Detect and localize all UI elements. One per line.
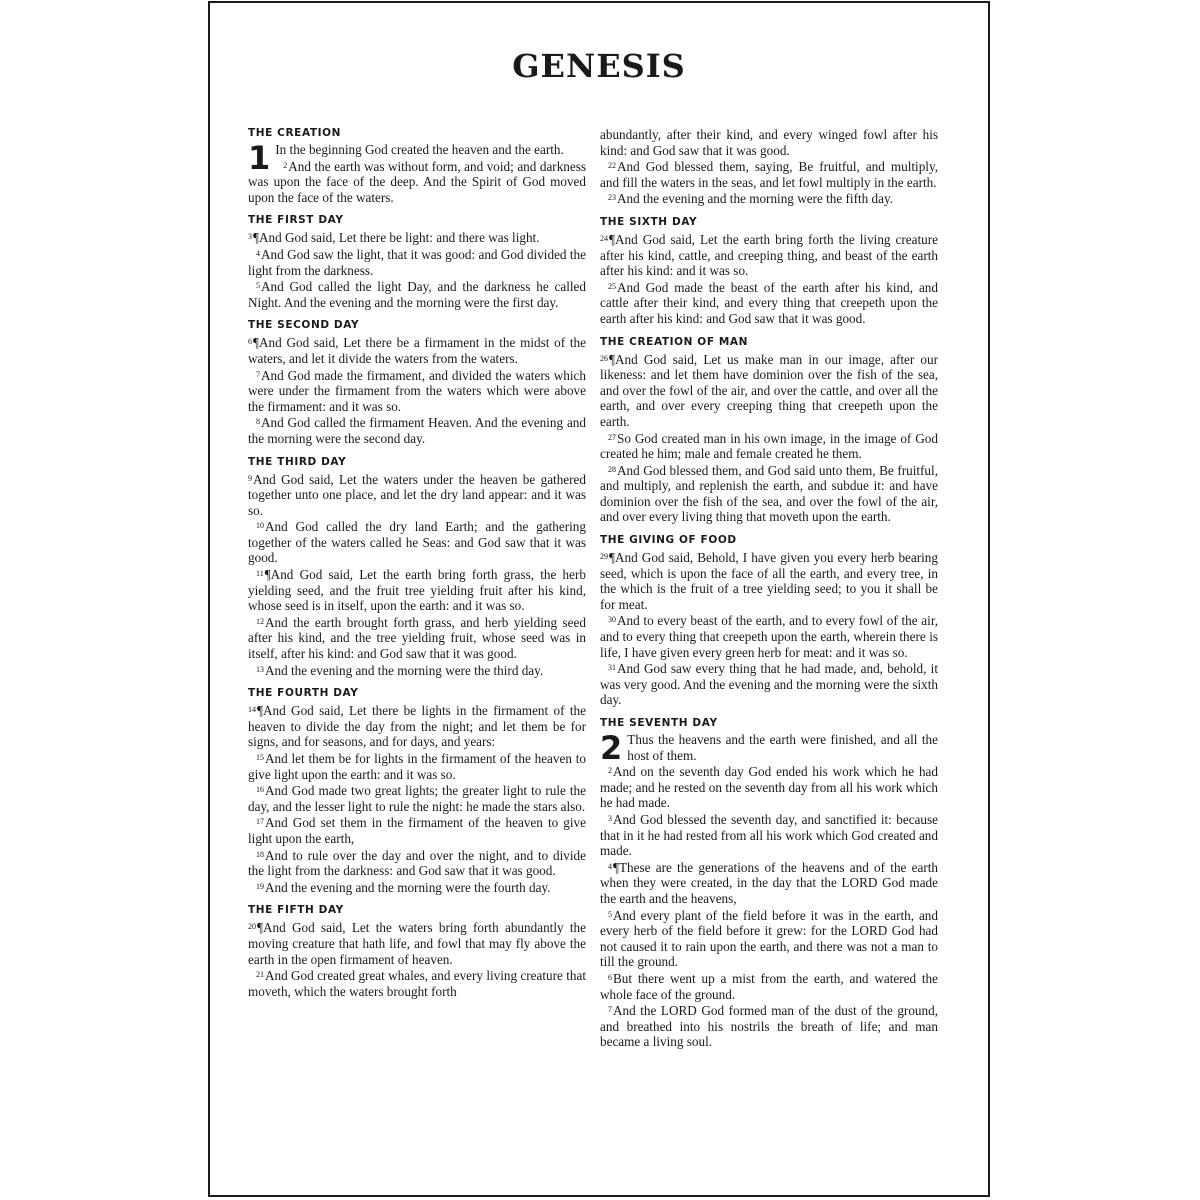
verse	[600, 763, 938, 811]
verse	[600, 612, 938, 660]
verse-number: 25	[608, 281, 616, 291]
verse-number: 23	[608, 193, 616, 203]
verse	[248, 229, 586, 246]
verse-number: 27	[608, 432, 616, 442]
bible-page	[208, 1, 990, 1197]
verse-text: And God saw the light, that it was good: and God divided the light from the darkness.	[248, 246, 586, 278]
verse-text: And God called the firmament Heaven. And the evening and the morning were the second day.	[248, 415, 586, 446]
verse-number: 24	[600, 233, 608, 243]
verse-number: 16	[256, 785, 264, 795]
verse-text: ¶And God said, Let the earth bring forth the living creature after his kind, cattle, and creeping thing, and beast of the earth after his kind: and it was so.	[600, 231, 938, 279]
verse	[600, 158, 938, 190]
verse-text: And God called the dry land Earth; and the gathering together of the waters called he Seas: and God saw that it was good.	[248, 519, 586, 566]
verse-number: 31	[608, 663, 616, 673]
verse-text: And the LORD God formed man of the dust of the ground, and breathed into his nostrils the breath of life; and man became a living soul.	[600, 1003, 938, 1050]
verse-number: 18	[256, 849, 264, 859]
verse	[600, 279, 938, 327]
verse-text: And the evening and the morning were the fourth day.	[265, 879, 551, 895]
verse-number: 22	[608, 161, 616, 171]
verse-text: And God blessed the seventh day, and sanctified it: because that in it he had rested from all his work which God created and made.	[600, 811, 938, 859]
verse-number: 20	[248, 922, 256, 932]
verse	[248, 879, 586, 896]
section-heading: THE SIXTH DAY	[600, 215, 698, 228]
verse	[600, 1002, 938, 1050]
section-heading: THE SEVENTH DAY	[600, 717, 718, 729]
verse-text: ¶These are the generations of the heavens and of the earth when they were created, in the day that the LORD God made the earth and the heavens,	[600, 859, 938, 906]
verse-number: 2	[608, 766, 612, 776]
section-heading: THE FIRST DAY	[248, 214, 344, 227]
verse-number: 5	[608, 909, 612, 919]
verse-text: And God set them in the firmament of the heaven to give light upon the earth,	[248, 815, 586, 846]
verse	[248, 919, 586, 967]
verse-text: Thus the heavens and the earth were finished, and all the host of them.	[627, 732, 938, 763]
verse	[248, 518, 586, 566]
verse-text: ¶And God said, Behold, I have given you every herb bearing seed, which is upon the face of all the earth, and every tree, in the which is the fruit of a tree yielding seed; to you it shall be for meat.	[600, 550, 938, 612]
verse	[248, 782, 586, 814]
verse	[248, 566, 586, 614]
section-heading: THE CREATION OF MAN	[600, 335, 749, 348]
verse	[600, 462, 938, 525]
verse	[248, 367, 586, 415]
verse-text: And the earth was without form, and void; and darkness was upon the face of the deep. And the Spirit of God moved upon the face of the waters.	[248, 158, 586, 205]
verse-number: 2	[283, 160, 288, 170]
verse-number: 15	[256, 753, 264, 762]
verse	[248, 702, 586, 750]
section-heading: THE FOURTH DAY	[248, 687, 359, 700]
verse-number: 7	[256, 369, 260, 379]
verse-text: And God saw every thing that he had made, and, behold, it was very good. And the evening and the morning were the sixth day.	[600, 661, 938, 708]
verse-number: 5	[256, 281, 260, 291]
verse-text: ¶And God said, Let there be a firmament in the midst of the waters, and let it divide the waters from the waters.	[248, 335, 586, 366]
left-text-column	[248, 127, 586, 999]
verse-text: ¶And God said, Let the earth bring forth grass, the herb yielding seed, and the fruit tree yielding fruit after his kind, whose seed is in itself, upon the earth: and it was so.	[248, 567, 586, 614]
verse-text: And every plant of the field before it was in the earth, and every herb of the field before it grew: for the LORD God had not caused it to rain upon the earth, and there was not a man to till the ground.	[600, 907, 938, 970]
section-heading: THE GIVING OF FOOD	[600, 534, 737, 547]
verse-number: 10	[256, 521, 264, 531]
verse-number: 29	[600, 552, 608, 562]
verse	[248, 278, 586, 310]
section-heading: THE CREATION	[248, 127, 342, 139]
verse-text: In the beginning God created the heaven and the earth.	[275, 142, 564, 157]
verse	[600, 907, 938, 970]
verse	[248, 614, 586, 662]
verse-number: 26	[600, 353, 608, 363]
verse	[248, 471, 586, 519]
verse-text: ¶And God said, Let us make man in our image, after our likeness: and let them have dominion over the fish of the sea, and over the fowl of the air, and over the cattle, and over all the earth, and over every creeping thing that creepeth upon the earth.	[600, 351, 938, 429]
verse-text: And God made two great lights; the greater light to rule the day, and the lesser light to rule the night: he made the stars also.	[248, 783, 586, 814]
verse-text: And to every beast of the earth, and to every fowl of the air, and to every thing that creepeth upon the earth, wherein there is life, I have given every green herb for meat: and it was so.	[600, 613, 938, 660]
section-heading: THE FIFTH DAY	[248, 904, 344, 917]
verse-number: 3	[608, 813, 612, 823]
verse-number: 4	[608, 861, 612, 871]
verse	[600, 859, 938, 907]
verse	[248, 750, 586, 782]
section-heading: THE THIRD DAY	[248, 455, 347, 468]
verse-number: 6	[248, 337, 252, 347]
verse	[600, 231, 938, 279]
verse-number: 3	[248, 232, 252, 242]
verse	[248, 847, 586, 879]
verse-number: 4	[256, 248, 260, 258]
chapter-number: 1	[248, 139, 271, 177]
verse-text: And God made the beast of the earth after his kind, and cattle after their kind, and every thing that creepeth upon the earth after his kind: and God saw that it was good.	[600, 279, 938, 326]
right-text-column	[600, 127, 938, 1050]
verse-text: ¶And God said, Let there be light: and there was light.	[253, 230, 540, 246]
book-title: GENESIS	[512, 47, 686, 85]
chapter-opening-verse	[600, 729, 938, 767]
verse	[600, 190, 938, 207]
verse-text: And God said, Let the waters under the heaven be gathered together unto one place, and let the dry land appear: and it was so.	[248, 471, 586, 518]
verse-number: 8	[256, 417, 260, 427]
verse	[248, 414, 586, 446]
chapter-number: 2	[600, 729, 623, 767]
verse-text: And God made the firmament, and divided the waters which were under the firmament from the waters which were above the firmament: and it was so.	[248, 367, 586, 414]
verse-text: And God blessed them, and God said unto them, Be fruitful, and multiply, and replenish the earth, and subdue it: and have dominion over the fish of the sea, and over the fowl of the air, and over every living thing that moveth upon the earth.	[600, 462, 938, 525]
verse-text: And God created great whales, and every living creature that moveth, which the waters brought forth	[248, 968, 586, 999]
verse-number: 6	[608, 972, 612, 982]
verse-number: 21	[256, 970, 264, 980]
verse-text: But there went up a mist from the earth, and watered the whole face of the ground.	[600, 970, 938, 1002]
verse-number: 17	[256, 817, 264, 827]
section-heading: THE SECOND DAY	[248, 319, 360, 332]
verse-number: 11	[256, 569, 264, 579]
verse-number: 12	[256, 616, 264, 626]
verse-number: 14	[248, 705, 256, 715]
verse	[600, 549, 938, 612]
verse	[600, 660, 938, 708]
verse-text: So God created man in his own image, in the image of God created he him; male and female created he them.	[600, 430, 938, 462]
verse-text: ¶And God said, Let the waters bring forth abundantly the moving creature that hath life, and fowl that may fly above the earth in the open firmament of heaven.	[248, 920, 586, 967]
verse-text: And the evening and the morning were the third day.	[265, 662, 544, 678]
verse	[248, 662, 586, 679]
verse-text: ¶And God said, Let there be lights in the firmament of the heaven to divide the day from the night; and let them be for signs, and for seasons, and for days, and years:	[248, 703, 586, 750]
verse	[600, 970, 938, 1002]
verse-continuation: abundantly, after their kind, and every winged fowl after his kind: and God saw that it was good.	[600, 127, 938, 158]
verse-number: 28	[608, 464, 616, 474]
verse-text: And the earth brought forth grass, and herb yielding seed after his kind, and the tree yielding fruit, whose seed was in itself, after his kind: and God saw that it was good.	[248, 614, 586, 662]
verse-text: And let them be for lights in the firmament of the heaven to give light upon the earth: and it was so.	[248, 751, 586, 782]
verse-number: 9	[248, 473, 252, 483]
verse	[600, 811, 938, 859]
verse	[600, 351, 938, 430]
verse-text: And on the seventh day God ended his work which he had made; and he rested on the seventh day from all his work which he had made.	[600, 764, 938, 811]
verse	[248, 158, 586, 206]
verse	[248, 246, 586, 278]
verse-number: 19	[256, 881, 264, 891]
verse	[248, 814, 586, 846]
verse	[248, 334, 586, 366]
verse-number: 7	[608, 1005, 612, 1015]
verse-number: 30	[608, 615, 616, 625]
verse	[600, 430, 938, 462]
verse-number: 13	[256, 664, 264, 674]
chapter-opening-verse	[248, 139, 586, 177]
verse-text: And the evening and the morning were the fifth day.	[617, 191, 893, 207]
verse-text: And God called the light Day, and the darkness he called Night. And the evening and the morning were the first day.	[248, 279, 586, 310]
verse-text: And God blessed them, saying, Be fruitful, and multiply, and fill the waters in the seas, and let fowl multiply in the earth.	[600, 159, 938, 190]
verse	[248, 967, 586, 999]
verse-text: And to rule over the day and over the night, and to divide the light from the darkness: and God saw that it was good.	[248, 847, 586, 879]
